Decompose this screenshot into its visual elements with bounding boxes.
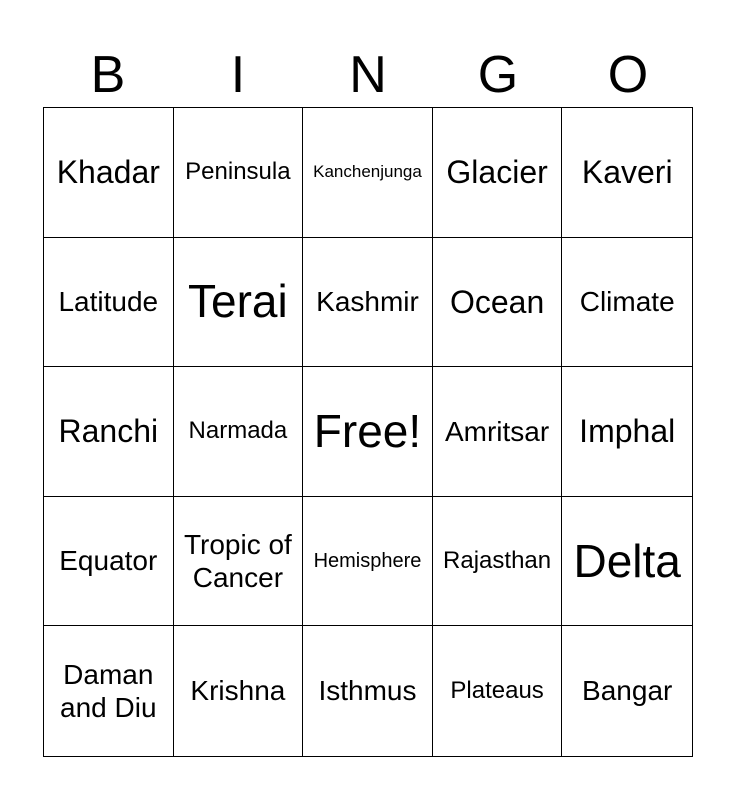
bingo-cell-r2-c5: Climate	[562, 238, 692, 368]
bingo-cell-r4-c3: Hemisphere	[303, 497, 433, 627]
header-letter-o: O	[607, 46, 649, 104]
bingo-board	[43, 107, 693, 757]
header-letter-n: N	[349, 46, 387, 104]
header-letter-b: B	[90, 46, 126, 104]
bingo-cell-r1-c2: Peninsula	[174, 108, 304, 238]
header-letter-g: G	[477, 46, 519, 104]
bingo-cell-r1-c5: Kaveri	[562, 108, 692, 238]
bingo-cell-r4-c5: Delta	[562, 497, 692, 627]
bingo-cell-r3-c4: Amritsar	[433, 367, 563, 497]
bingo-cell-r5-c5: Bangar	[582, 675, 673, 707]
bingo-cell-r2-c2: Terai	[174, 238, 304, 368]
bingo-cell-r5-c4: Plateaus	[433, 626, 563, 756]
bingo-cell-r3-c2: Narmada	[174, 367, 304, 497]
bingo-cell-r3-c3-free: Free!	[303, 367, 433, 497]
bingo-cell-r3-c5: Imphal	[562, 367, 692, 497]
bingo-cell-r4-c1: Equator	[44, 497, 174, 627]
bingo-cell-r2-c3: Kashmir	[303, 238, 433, 368]
bingo-header	[43, 42, 693, 108]
header-letter-i: I	[230, 46, 246, 104]
bingo-cell-r5-c1: Daman and Diu	[44, 626, 174, 756]
bingo-cell-r1-c3: Kanchenjunga	[303, 108, 433, 238]
bingo-cell-r1-c4: Glacier	[433, 108, 563, 238]
bingo-cell-r2-c4: Ocean	[433, 238, 563, 368]
bingo-cell-r3-c1: Ranchi	[44, 367, 174, 497]
bingo-cell-r2-c1: Latitude	[44, 238, 174, 368]
bingo-cell-r4-c4: Rajasthan	[433, 497, 563, 627]
bingo-cell-r5-c3: Isthmus	[303, 626, 433, 756]
bingo-cell-r4-c2: Tropic of Cancer	[174, 497, 304, 627]
bingo-cell-r5-c2: Krishna	[174, 626, 304, 756]
bingo-cell-r1-c1: Khadar	[44, 108, 174, 238]
